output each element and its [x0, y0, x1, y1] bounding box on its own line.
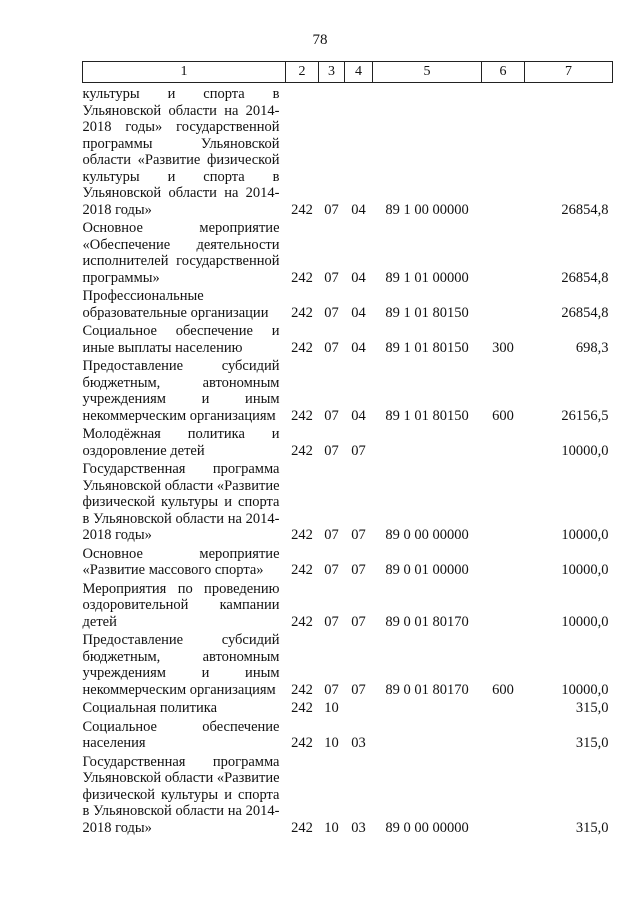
row-name-cell: Предоставление субсидий бюджетным, автономным учреждениям и иным некоммерческим организациям [82, 358, 280, 424]
row-target-cell [373, 698, 482, 717]
row-name-cell: Государственная программа Ульяновской области «Развитие физической культуры и спорта в Ульяновской области на 2014-2018 годы» [82, 753, 280, 836]
table-row [83, 717, 613, 752]
row-type-cell [482, 752, 525, 837]
row-code-cell: 242 [291, 339, 313, 356]
row-target-cell: 89 0 01 00000 [385, 562, 469, 578]
row-subsection-cell: 03 [351, 735, 366, 751]
row-amount-cell: 26156,5 [561, 407, 609, 424]
row-section-cell: 10 [324, 735, 339, 751]
row-code-cell: 242 [291, 201, 313, 218]
row-name-cell: Профессиональные образовательные организации [82, 288, 269, 321]
row-section-cell: 07 [324, 613, 339, 630]
table-row [83, 698, 613, 717]
row-subsection-cell: 04 [351, 304, 366, 321]
row-section-cell: 07 [324, 562, 339, 578]
row-section-cell: 07 [324, 269, 339, 286]
row-section-cell: 07 [324, 339, 339, 356]
row-amount-cell: 10000,0 [561, 681, 609, 698]
row-name-cell: Мероприятия по проведению оздоровительной кампании детей [82, 580, 280, 630]
row-code-cell: 242 [291, 527, 313, 543]
row-type-cell: 300 [492, 339, 514, 356]
row-type-cell: 600 [492, 407, 514, 424]
row-code-cell: 242 [291, 735, 313, 751]
row-subsection-cell: 04 [351, 201, 366, 218]
row-type-cell [482, 717, 525, 752]
row-target-cell: 89 1 00 00000 [385, 201, 469, 218]
row-target-cell: 89 1 01 00000 [385, 269, 469, 286]
row-amount-cell: 315,0 [575, 735, 609, 751]
row-type-cell [482, 579, 525, 631]
table-row [83, 424, 613, 459]
row-target-cell: 89 1 01 80150 [385, 304, 469, 321]
header-col-3: 3 [319, 62, 345, 83]
row-code-cell: 242 [291, 442, 313, 459]
row-amount-cell: 26854,8 [561, 304, 609, 321]
row-amount-cell: 10000,0 [561, 527, 609, 543]
row-target-cell: 89 0 00 00000 [385, 819, 469, 836]
row-code-cell: 242 [291, 681, 313, 698]
row-code-cell: 242 [291, 700, 313, 716]
row-section-cell: 07 [324, 681, 339, 698]
row-code-cell: 242 [291, 407, 313, 424]
row-target-cell: 89 0 01 80170 [385, 613, 469, 630]
header-col-7: 7 [525, 62, 613, 83]
row-type-cell [482, 286, 525, 321]
row-target-cell: 89 1 01 80150 [385, 407, 469, 424]
header-col-4: 4 [345, 62, 373, 83]
row-subsection-cell: 04 [351, 339, 366, 356]
row-name-cell: Молодёжная политика и оздоровление детей [82, 426, 280, 459]
row-section-cell: 07 [324, 304, 339, 321]
row-amount-cell: 10000,0 [561, 562, 609, 578]
row-section-cell: 07 [324, 407, 339, 424]
row-section-cell: 07 [324, 201, 339, 218]
row-subsection-cell: 07 [351, 442, 366, 459]
row-type-cell [482, 544, 525, 579]
row-target-cell: 89 1 01 80150 [385, 339, 469, 356]
table-row [83, 286, 613, 321]
row-name-cell: Основное мероприятие «Обеспечение деятельности исполнителей государственной программы» [82, 220, 280, 286]
row-section-cell: 10 [324, 700, 339, 716]
table-row [83, 630, 613, 698]
row-section-cell: 07 [324, 527, 339, 543]
row-name-cell: Социальное обеспечение и иные выплаты населению [82, 323, 280, 356]
row-code-cell: 242 [291, 269, 313, 286]
row-target-cell: 89 0 00 00000 [385, 527, 469, 543]
table-row [83, 321, 613, 356]
row-target-cell [373, 717, 482, 752]
budget-table [82, 61, 613, 836]
row-target-cell [373, 424, 482, 459]
row-section-cell: 07 [324, 442, 339, 459]
row-amount-cell: 10000,0 [561, 442, 609, 459]
row-amount-cell: 315,0 [575, 819, 609, 836]
table-row [83, 83, 613, 219]
page-number: 78 [312, 32, 328, 48]
table-row [83, 356, 613, 424]
header-col-1: 1 [83, 62, 286, 83]
row-subsection-cell [345, 698, 373, 717]
row-amount-cell: 26854,8 [561, 201, 609, 218]
row-type-cell [482, 698, 525, 717]
row-name-cell: Государственная программа Ульяновской области «Развитие физической культуры и спорта в Ульяновской области на 2014-2018 годы» [82, 461, 280, 543]
table-row [83, 459, 613, 544]
row-type-cell: 600 [492, 681, 514, 698]
table-row [83, 544, 613, 579]
table-row [83, 752, 613, 837]
row-name-cell: культуры и спорта в Ульяновской области на 2014-2018 годы» государственной программы Ульяновской области «Развитие физической культуры и спорта в Ульяновской области на 2014-2018 годы» [82, 86, 280, 218]
row-subsection-cell: 07 [351, 681, 366, 698]
row-name-cell: Предоставление субсидий бюджетным, автономным учреждениям и иным некоммерческим организациям [82, 632, 280, 698]
header-col-2: 2 [286, 62, 319, 83]
row-amount-cell: 26854,8 [561, 269, 609, 286]
row-type-cell [482, 218, 525, 286]
row-amount-cell: 698,3 [575, 339, 609, 356]
row-code-cell: 242 [291, 613, 313, 630]
row-subsection-cell: 04 [351, 407, 366, 424]
row-code-cell: 242 [291, 304, 313, 321]
row-type-cell [482, 459, 525, 544]
row-subsection-cell: 07 [351, 527, 366, 543]
row-section-cell: 10 [324, 819, 339, 836]
row-amount-cell: 315,0 [575, 700, 609, 716]
row-type-cell [482, 83, 525, 219]
row-name-cell: Основное мероприятие «Развитие массового спорта» [82, 545, 280, 578]
row-name-cell: Социальное обеспечение населения [82, 718, 280, 751]
row-name-cell: Социальная политика [82, 700, 218, 716]
row-subsection-cell: 03 [351, 819, 366, 836]
table-row [83, 579, 613, 631]
row-target-cell: 89 0 01 80170 [385, 681, 469, 698]
row-code-cell: 242 [291, 562, 313, 578]
row-subsection-cell: 07 [351, 562, 366, 578]
row-subsection-cell: 07 [351, 613, 366, 630]
header-col-5: 5 [373, 62, 482, 83]
row-subsection-cell: 04 [351, 269, 366, 286]
row-code-cell: 242 [291, 819, 313, 836]
table-row [83, 218, 613, 286]
row-amount-cell: 10000,0 [561, 613, 609, 630]
row-type-cell [482, 424, 525, 459]
header-col-6: 6 [482, 62, 525, 83]
table-header-row [83, 62, 613, 83]
